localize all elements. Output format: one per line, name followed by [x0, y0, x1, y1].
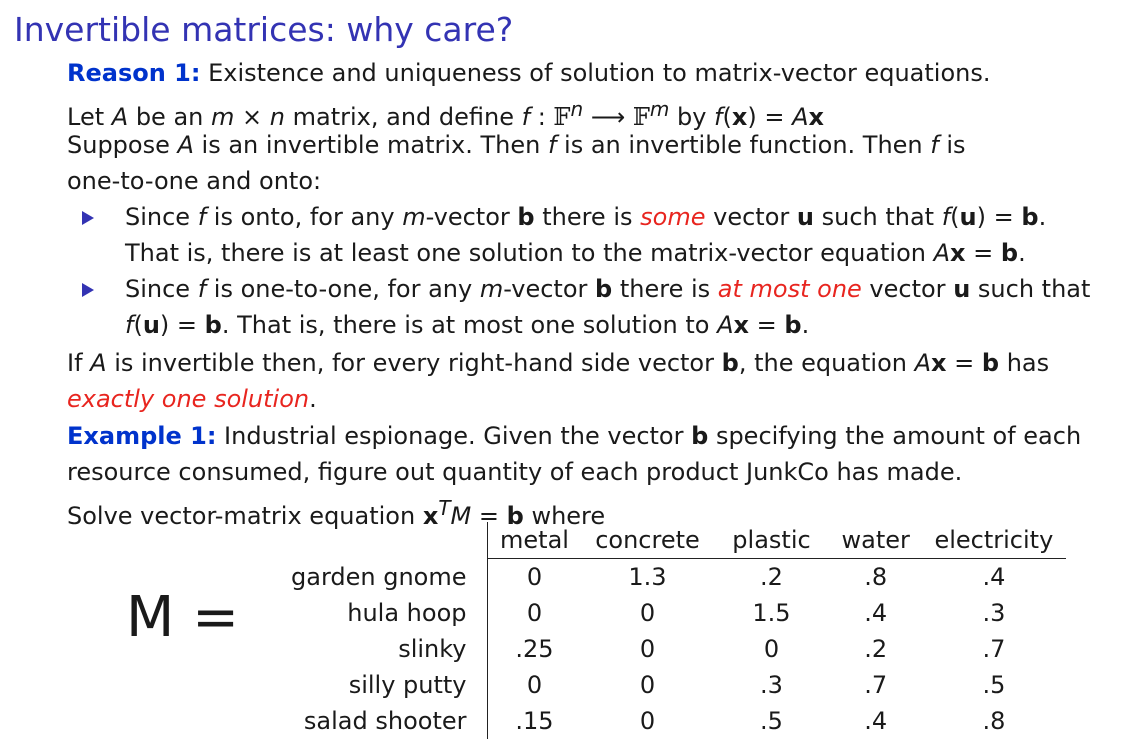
- math-vec: b: [595, 275, 613, 303]
- table-row: [279, 559, 1066, 596]
- table-cell: .25: [515, 635, 554, 663]
- math-vec: b: [784, 311, 802, 339]
- math-op: =: [965, 239, 1001, 267]
- row-header: silly putty: [279, 667, 487, 703]
- table-cell: 1.5: [752, 599, 791, 627]
- table-row: [279, 703, 1066, 739]
- bullet-2-continued: [125, 310, 809, 340]
- text: Suppose: [67, 131, 178, 159]
- math-op: ×: [234, 103, 270, 131]
- text: be an: [128, 103, 211, 131]
- math-vec: b: [506, 502, 524, 530]
- math-vec: x: [931, 349, 947, 377]
- emphasis-some: some: [640, 203, 706, 231]
- text: vector: [861, 275, 954, 303]
- text: .: [1038, 203, 1047, 231]
- table-cell: .7: [864, 671, 888, 699]
- text: such that: [970, 275, 1091, 303]
- emphasis-at-most-one: at most one: [717, 275, 862, 303]
- math-vec: x: [950, 239, 966, 267]
- text: .: [1018, 239, 1026, 267]
- math-var: f: [930, 131, 939, 159]
- math-op: =: [986, 203, 1022, 231]
- math-var: m: [479, 275, 504, 303]
- text: .: [801, 311, 810, 339]
- reason-label: Reason 1:: [67, 59, 201, 87]
- math-var: A: [933, 239, 951, 267]
- math-var: A: [111, 103, 129, 131]
- math-var: f: [521, 103, 531, 131]
- math-op: =: [756, 103, 793, 131]
- resource-line: resource consumed, figure out quantity of each product JunkCo has made.: [67, 458, 963, 486]
- math-vec: b: [204, 311, 222, 339]
- reason-text: Existence and uniqueness of solution to matrix-vector equations.: [200, 59, 991, 87]
- math-op: =: [169, 311, 205, 339]
- column-header: plastic: [714, 522, 830, 559]
- math-vec: x: [422, 502, 439, 530]
- math-vec: b: [691, 422, 709, 450]
- table-cell: 0: [639, 599, 656, 627]
- math-op: ⟶: [583, 103, 633, 131]
- bullet-2: [125, 274, 1090, 304]
- row-header: garden gnome: [279, 559, 487, 596]
- matrix-label: M =: [126, 585, 240, 650]
- math-vec: b: [517, 203, 535, 231]
- text: If: [67, 349, 91, 377]
- row-header: slinky: [279, 631, 487, 667]
- table-cell: .3: [760, 671, 783, 699]
- table-cell: 0: [526, 563, 543, 591]
- column-header: concrete: [582, 522, 714, 559]
- table-cell: 0: [763, 635, 780, 663]
- emphasis-exactly-one: exactly one solution: [67, 385, 310, 413]
- math-var: f: [714, 103, 723, 131]
- math-sup: m: [649, 97, 670, 121]
- math-field: 𝔽: [553, 103, 571, 131]
- math-vec: u: [959, 203, 977, 231]
- text: specifying the amount of each: [708, 422, 1082, 450]
- math-var: A: [90, 349, 107, 377]
- table-cell: 0: [526, 671, 543, 699]
- table-cell: .4: [982, 563, 1006, 591]
- math-var: n: [269, 103, 285, 131]
- bullet-1-continued: [125, 238, 1026, 268]
- matrix-corner: [279, 522, 487, 559]
- math-var: f: [941, 203, 951, 231]
- text: -vector: [425, 203, 518, 231]
- row-header: salad shooter: [279, 703, 487, 739]
- math-vec: b: [721, 349, 739, 377]
- table-cell: 0: [639, 707, 656, 735]
- math-op: =: [946, 349, 982, 377]
- table-row: [279, 595, 1066, 631]
- math-op: ): [159, 311, 170, 339]
- math-var: m: [402, 203, 426, 231]
- text: That is, there is at least one solution to the matrix-vector equation: [125, 239, 934, 267]
- text: Since: [125, 203, 198, 231]
- table-row: [279, 667, 1066, 703]
- math-var: A: [717, 311, 734, 339]
- text: there is: [534, 203, 641, 231]
- table-cell: .4: [864, 599, 888, 627]
- math-var: f: [197, 203, 207, 231]
- suppose-line: [67, 130, 966, 160]
- text: is one-to-one, for any: [206, 275, 480, 303]
- math-op: =: [471, 502, 507, 530]
- math-var: f: [125, 311, 134, 339]
- math-var: f: [547, 131, 557, 159]
- text: vector: [705, 203, 797, 231]
- text: is an invertible matrix. Then: [193, 131, 548, 159]
- math-vec: b: [1000, 239, 1019, 267]
- math-var: M: [450, 502, 472, 530]
- row-header: hula hoop: [279, 595, 487, 631]
- text: matrix, and define: [284, 103, 522, 131]
- text: there is: [612, 275, 718, 303]
- table-cell: .15: [515, 707, 554, 735]
- text: Industrial espionage. Given the vector: [216, 422, 692, 450]
- table-cell: .2: [864, 635, 888, 663]
- math-vec: u: [142, 311, 160, 339]
- let-line: [67, 94, 824, 132]
- column-header: electricity: [922, 522, 1066, 559]
- math-vec: b: [1021, 203, 1039, 231]
- text: . That is, there is at most one solution to: [221, 311, 718, 339]
- table-cell: 1.3: [628, 563, 667, 591]
- text: is an invertible function. Then: [556, 131, 931, 159]
- math-var: A: [792, 103, 809, 131]
- onto-line: one-to-one and onto:: [67, 167, 322, 195]
- bullet-triangle-icon: [82, 283, 94, 297]
- table-cell: .8: [982, 707, 1006, 735]
- table-cell: 0: [526, 599, 543, 627]
- text: Solve vector-matrix equation: [67, 502, 423, 530]
- bullet-1: [125, 202, 1046, 232]
- column-header: metal: [487, 522, 582, 559]
- table-cell: .5: [982, 671, 1006, 699]
- text: .: [309, 385, 317, 413]
- table-cell: .3: [982, 599, 1006, 627]
- math-vec: x: [808, 103, 825, 131]
- table-cell: .5: [760, 707, 783, 735]
- matrix-table: [279, 522, 1066, 739]
- table-row: [279, 631, 1066, 667]
- text: is invertible then, for every right-hand side vector: [106, 349, 722, 377]
- math-field: 𝔽: [632, 103, 650, 131]
- matrix-header-row: [279, 522, 1066, 559]
- example-line: [67, 421, 1081, 451]
- math-sup: T: [438, 496, 451, 520]
- text: -vector: [503, 275, 596, 303]
- math-vec: u: [953, 275, 971, 303]
- math-vec: x: [731, 103, 748, 131]
- example-label: Example 1:: [67, 422, 217, 450]
- math-var: A: [177, 131, 194, 159]
- exactly-line: [67, 384, 317, 414]
- text: such that: [813, 203, 942, 231]
- math-op: ): [976, 203, 987, 231]
- table-cell: 0: [639, 635, 656, 663]
- math-var: m: [211, 103, 235, 131]
- text: has: [999, 349, 1050, 377]
- text: Since: [125, 275, 198, 303]
- math-vec: b: [981, 349, 1000, 377]
- math-op: (: [950, 203, 960, 231]
- math-op: :: [530, 103, 554, 131]
- table-cell: .8: [864, 563, 888, 591]
- table-cell: .4: [864, 707, 888, 735]
- table-cell: .2: [760, 563, 783, 591]
- math-op: ): [747, 103, 757, 131]
- table-cell: 0: [639, 671, 656, 699]
- math-op: (: [722, 103, 732, 131]
- text: is: [938, 131, 966, 159]
- reason-line: [67, 58, 991, 88]
- text: is onto, for any: [206, 203, 403, 231]
- text: by: [669, 103, 715, 131]
- column-header: water: [830, 522, 922, 559]
- math-op: (: [133, 311, 143, 339]
- math-vec: u: [796, 203, 814, 231]
- if-line: [67, 348, 1049, 378]
- slide-title: Invertible matrices: why care?: [14, 10, 514, 49]
- math-op: =: [749, 311, 785, 339]
- math-vec: x: [733, 311, 750, 339]
- math-sup: n: [570, 97, 584, 121]
- math-var: A: [914, 349, 932, 377]
- text: , the equation: [738, 349, 915, 377]
- text: where: [523, 502, 606, 530]
- bullet-triangle-icon: [82, 211, 94, 225]
- math-var: f: [197, 275, 207, 303]
- table-cell: .7: [982, 635, 1006, 663]
- text: Let: [67, 103, 112, 131]
